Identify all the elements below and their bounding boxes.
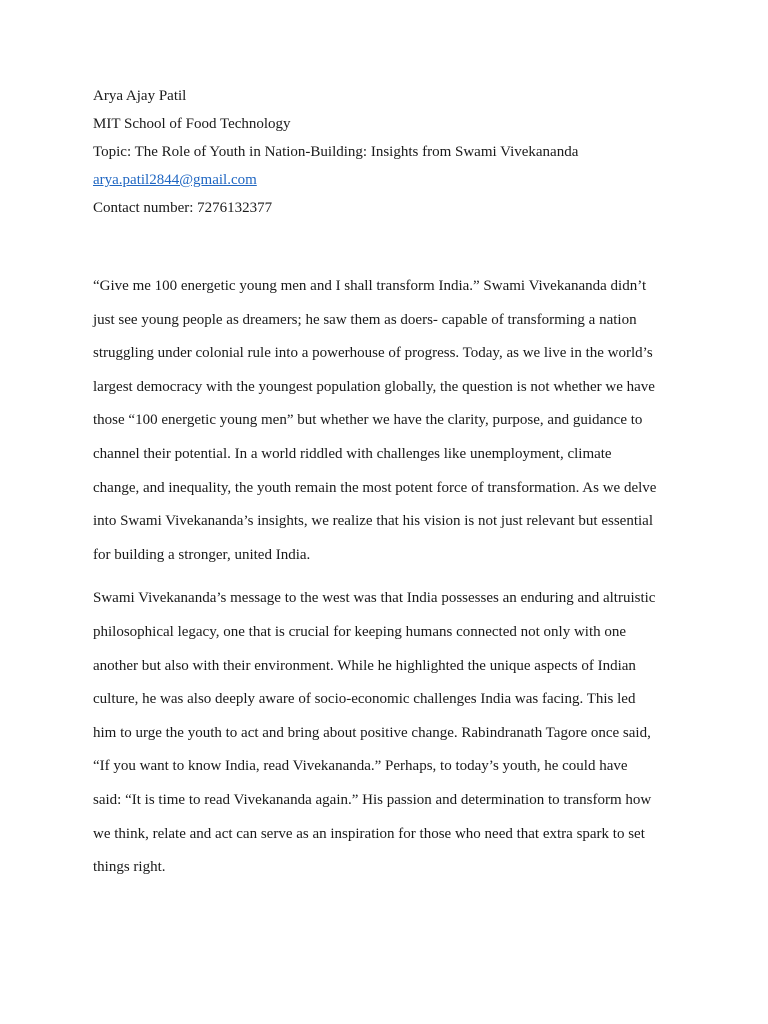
text-line: another but also with their environment. While he highlighted the unique aspects of Indian bbox=[93, 657, 636, 674]
text-line: culture, he was also deeply aware of socio-economic challenges India was facing. This led bbox=[93, 691, 636, 708]
text-line: struggling under colonial rule into a powerhouse of progress. Today, as we live in the world’s bbox=[93, 345, 653, 362]
email-link[interactable]: arya.patil2844@gmail.com bbox=[93, 172, 257, 188]
text-line: philosophical legacy, one that is crucial for keeping humans connected not only with one bbox=[93, 623, 627, 640]
text-line: those “100 energetic young men” but whether we have the clarity, purpose, and guidance to bbox=[93, 412, 643, 429]
contact-number: Contact number: 7276132377 bbox=[93, 200, 273, 216]
text-line: things right. bbox=[93, 859, 166, 876]
text-line: change, and inequality, the youth remain the most potent force of transformation. As we delve bbox=[93, 479, 657, 496]
text-line: “If you want to know India, read Vivekananda.” Perhaps, to today’s youth, he could have bbox=[93, 758, 628, 775]
essay-body bbox=[93, 276, 683, 891]
essay-topic: Topic: The Role of Youth in Nation-Building: Insights from Swami Vivekananda bbox=[93, 144, 579, 160]
text-line: just see young people as dreamers; he saw them as doers- capable of transforming a nation bbox=[93, 311, 637, 328]
text-line: him to urge the youth to act and bring about positive change. Rabindranath Tagore once said, bbox=[93, 724, 651, 741]
institution-name: MIT School of Food Technology bbox=[93, 116, 291, 132]
text-line: into Swami Vivekananda’s insights, we realize that his vision is not just relevant but essential bbox=[93, 513, 653, 530]
email-line bbox=[93, 171, 693, 199]
author-header bbox=[93, 87, 693, 227]
text-line: channel their potential. In a world riddled with challenges like unemployment, climate bbox=[93, 445, 612, 462]
author-name: Arya Ajay Patil bbox=[93, 88, 187, 104]
paragraph-1 bbox=[93, 276, 683, 578]
paragraph-2 bbox=[93, 588, 683, 890]
text-line: said: “It is time to read Vivekananda again.” His passion and determination to transform how bbox=[93, 791, 652, 808]
text-line: we think, relate and act can serve as an inspiration for those who need that extra spark to set bbox=[93, 825, 645, 842]
text-line: Swami Vivekananda’s message to the west was that India possesses an enduring and altruistic bbox=[93, 590, 656, 607]
paragraph-spacer bbox=[93, 578, 683, 588]
text-line: for building a stronger, united India. bbox=[93, 546, 311, 563]
text-line: “Give me 100 energetic young men and I shall transform India.” Swami Vivekananda didn’t bbox=[93, 278, 647, 294]
text-line: largest democracy with the youngest population globally, the question is not whether we have bbox=[93, 378, 655, 395]
